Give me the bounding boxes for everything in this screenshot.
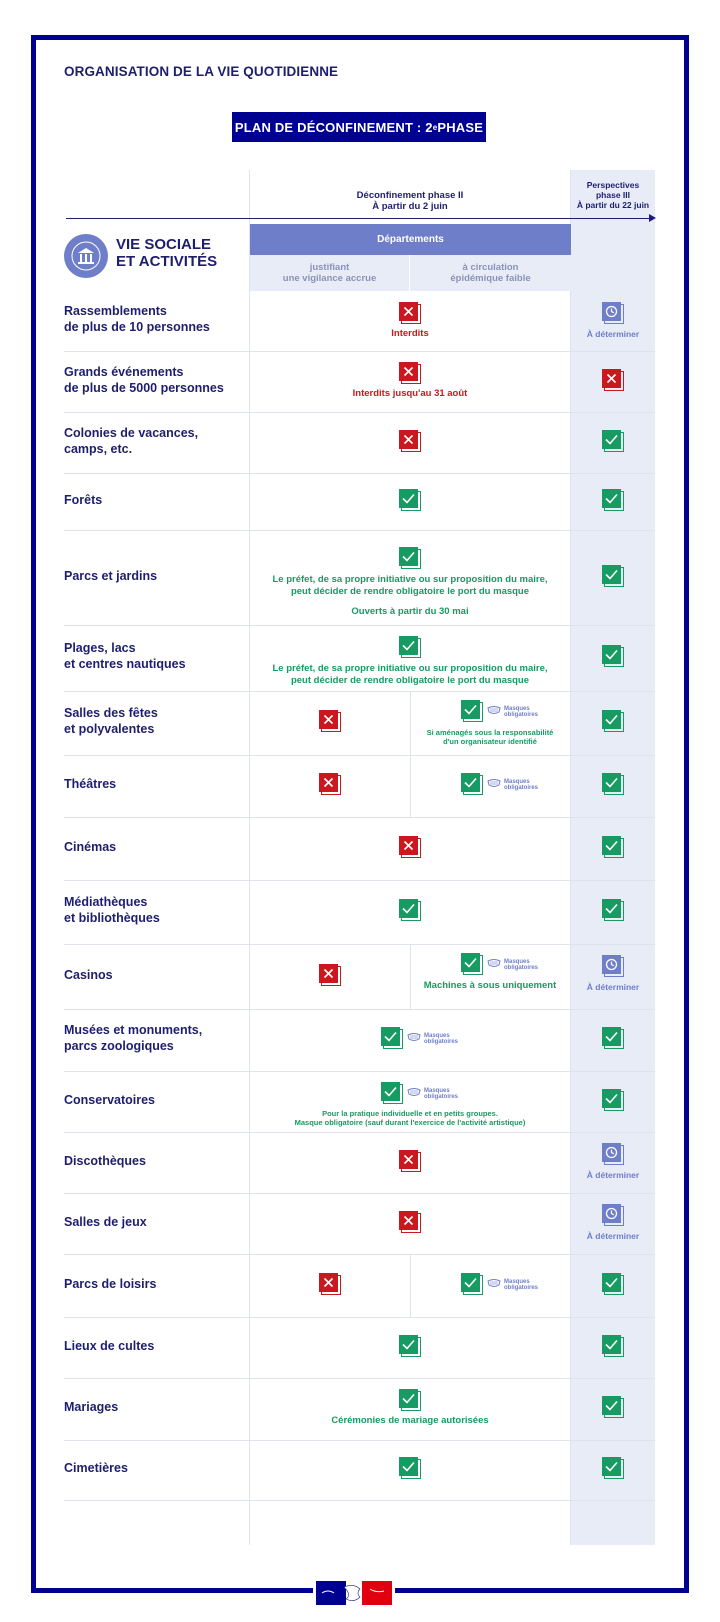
row-separator — [64, 944, 655, 945]
phase2-header-line1: Déconfinement phase II — [356, 190, 464, 201]
row-label-line1: Salles des fêtes — [64, 706, 158, 720]
mask-required-line1: Masques — [424, 1088, 450, 1094]
phase2-note-line2: peut décider de rendre obligatoire le port du masque — [290, 675, 530, 686]
mask-required-badge — [406, 1085, 458, 1103]
building-icon — [64, 234, 108, 278]
green-zone-note-line2: d'un organisateur identifié — [443, 737, 537, 746]
subcolumn-vigilance — [250, 255, 409, 291]
zone-divider — [410, 755, 411, 817]
check-icon — [601, 1088, 625, 1112]
mask-required-line1: Masques — [504, 959, 530, 965]
clock-icon — [601, 301, 625, 325]
mask-required-label — [424, 1088, 458, 1100]
mask-icon — [486, 703, 502, 721]
row-label-line2: et polyvalentes — [64, 722, 155, 736]
page-title: ORGANISATION DE LA VIE QUOTIDIENNE — [64, 64, 339, 79]
row-label — [64, 1022, 244, 1054]
check-icon — [601, 1395, 625, 1419]
mask-required-label — [424, 1033, 458, 1045]
zone-divider — [410, 1254, 411, 1317]
row-separator — [64, 1193, 655, 1194]
row-label-line1: Parcs et jardins — [64, 568, 158, 583]
row-separator — [64, 1254, 655, 1255]
phase2-note-line2: peut décider de rendre obligatoire le port du masque — [290, 586, 530, 597]
row-label — [64, 1214, 244, 1230]
section-title — [116, 236, 217, 270]
republique-logo — [313, 1578, 395, 1608]
mask-required-line1: Masques — [504, 779, 530, 785]
check-icon — [601, 709, 625, 733]
row-label-line1: Plages, lacs — [64, 641, 136, 655]
row-label — [64, 705, 244, 737]
row-label-line1: Mariages — [64, 1400, 119, 1414]
phase-banner — [232, 112, 486, 142]
cross-icon — [398, 1149, 422, 1173]
row-label-line1: Cimetières — [64, 1461, 128, 1475]
check-icon — [601, 1026, 625, 1050]
clock-icon — [601, 1203, 625, 1227]
phase-banner-suffix: PHASE — [437, 119, 484, 135]
row-separator — [64, 1071, 655, 1072]
row-label — [64, 1276, 244, 1292]
row-separator — [64, 755, 655, 756]
check-icon — [398, 488, 422, 512]
row-label — [64, 1399, 244, 1415]
check-icon — [601, 835, 625, 859]
timeline-arrow-icon — [649, 214, 656, 222]
phase2-header-line2: À partir du 2 juin — [372, 201, 448, 212]
check-icon — [601, 564, 625, 588]
row-label — [64, 640, 244, 672]
row-separator — [64, 351, 655, 352]
phase-banner-text: PLAN DE DÉCONFINEMENT : 2 — [234, 119, 433, 135]
subcolumn-vigilance-line1: justifiant — [309, 262, 350, 273]
row-label-line1: Colonies de vacances, — [64, 425, 199, 440]
green-zone-note-line1: Si aménagés sous la responsabilité — [426, 728, 554, 737]
mask-icon — [406, 1085, 422, 1103]
row-separator — [64, 412, 655, 413]
check-icon — [398, 1388, 422, 1412]
mask-required-line1: Masques — [424, 1033, 450, 1039]
cross-icon — [398, 1210, 422, 1234]
subcolumn-faible-line1: à circulation — [462, 262, 519, 273]
row-label-line2: et bibliothèques — [64, 911, 160, 925]
row-separator — [64, 473, 655, 474]
row-label-line1: Musées et monuments, — [64, 1023, 203, 1037]
row-separator — [64, 1378, 655, 1379]
check-icon — [398, 546, 422, 570]
check-icon — [601, 1272, 625, 1296]
row-label — [64, 1460, 244, 1476]
mask-required-line2: obligatoires — [504, 712, 539, 718]
phase2-note: Interdits — [391, 328, 429, 339]
row-separator — [64, 1009, 655, 1010]
mask-required-line2: obligatoires — [424, 1039, 459, 1045]
row-label — [64, 776, 244, 792]
check-icon — [460, 699, 484, 723]
row-label-line2: et centres nautiques — [64, 657, 186, 671]
row-separator — [64, 1317, 655, 1318]
check-icon — [380, 1081, 404, 1105]
mask-required-label — [504, 959, 538, 971]
check-icon — [601, 772, 625, 796]
mask-icon — [486, 1276, 502, 1294]
phase2-note-line2: Masque obligatoire (sauf durant l'exercice de l'activité artistique) — [294, 1118, 526, 1127]
zone-divider — [410, 944, 411, 1009]
phase2-note: Interdits jusqu'au 31 août — [352, 388, 468, 399]
row-separator — [64, 530, 655, 531]
mask-required-badge — [486, 703, 538, 721]
mask-required-line2: obligatoires — [424, 1094, 459, 1100]
mask-required-line2: obligatoires — [504, 1284, 539, 1291]
cross-icon — [398, 429, 422, 453]
mask-required-label — [504, 1279, 538, 1291]
check-icon — [601, 1456, 625, 1480]
check-icon — [601, 488, 625, 512]
cross-icon — [398, 361, 422, 385]
row-separator — [64, 625, 655, 626]
check-icon — [398, 1456, 422, 1480]
mask-required-badge — [486, 1276, 538, 1294]
row-separator — [64, 1500, 655, 1501]
row-label-line1: Conservatoires — [64, 1092, 156, 1107]
row-label — [64, 364, 244, 396]
mask-required-label — [504, 706, 538, 718]
row-label-line1: Grands événements — [64, 364, 184, 379]
row-label — [64, 1092, 244, 1108]
row-label-line1: Médiathèques — [64, 895, 148, 909]
departements-banner: Départements — [250, 224, 571, 255]
phase2-header — [250, 190, 570, 212]
cross-icon — [318, 1272, 342, 1296]
cross-icon — [398, 301, 422, 325]
mask-required-line1: Masques — [504, 706, 530, 712]
check-icon — [460, 1272, 484, 1296]
cross-icon — [318, 772, 342, 796]
row-label — [64, 568, 244, 584]
row-label-line2: de plus de 5000 personnes — [64, 380, 224, 395]
row-label-line1: Salles de jeux — [64, 1214, 147, 1229]
row-separator — [64, 817, 655, 818]
row-label — [64, 894, 244, 926]
check-icon — [601, 644, 625, 668]
row-label-line2: parcs zoologiques — [64, 1039, 174, 1053]
subcolumn-faible — [410, 255, 571, 291]
row-label-line1: Cinémas — [64, 839, 117, 854]
row-label-line1: Lieux de cultes — [64, 1338, 155, 1353]
row-label — [64, 1153, 244, 1169]
a-determiner-label: À déterminer — [586, 1231, 640, 1241]
row-label — [64, 492, 244, 508]
mask-required-label — [504, 779, 538, 791]
phase3-header-line1: Perspectives — [586, 180, 640, 190]
row-label — [64, 1338, 244, 1354]
mask-icon — [486, 956, 502, 974]
subcolumn-faible-line2: épidémique faible — [450, 273, 531, 284]
phase2-note: Cérémonies de mariage autorisées — [331, 1415, 489, 1426]
check-icon — [398, 898, 422, 922]
check-icon — [460, 772, 484, 796]
phase3-header-line2: phase III — [595, 190, 630, 200]
row-label — [64, 967, 244, 983]
section-title-line2: ET ACTIVITÉS — [116, 253, 218, 270]
row-label — [64, 425, 244, 457]
mask-icon — [406, 1030, 422, 1048]
check-icon — [398, 1334, 422, 1358]
row-separator — [64, 880, 655, 881]
mask-required-badge — [486, 956, 538, 974]
cross-icon — [601, 368, 625, 392]
subcolumn-vigilance-line2: une vigilance accrue — [282, 273, 377, 284]
cross-icon — [318, 709, 342, 733]
row-label — [64, 303, 244, 335]
check-icon — [398, 635, 422, 659]
column-divider — [249, 170, 250, 1545]
row-label-line1: Parcs de loisirs — [64, 1276, 157, 1291]
phase3-header — [571, 180, 655, 210]
mask-required-line2: obligatoires — [504, 965, 539, 971]
clock-icon — [601, 1142, 625, 1166]
mask-icon — [486, 776, 502, 794]
column-divider — [570, 170, 571, 1545]
section-title-line1: VIE SOCIALE — [116, 236, 212, 253]
check-icon — [601, 429, 625, 453]
phase2-note-line1: Le préfet, de sa propre initiative ou sur proposition du maire, — [272, 574, 548, 585]
clock-icon — [601, 954, 625, 978]
check-icon — [460, 952, 484, 976]
row-label-line2: camps, etc. — [64, 441, 133, 456]
row-separator — [64, 1132, 655, 1133]
row-label-line1: Rassemblements — [64, 304, 167, 318]
row-separator — [64, 691, 655, 692]
phase3-header-line3: À partir du 22 juin — [576, 200, 650, 210]
row-separator — [64, 1440, 655, 1441]
row-label-line1: Théâtres — [64, 777, 117, 791]
row-label-line1: Casinos — [64, 967, 113, 982]
a-determiner-label: À déterminer — [586, 1170, 640, 1180]
a-determiner-label: À déterminer — [586, 982, 640, 992]
row-label — [64, 839, 244, 855]
check-icon — [601, 1334, 625, 1358]
phase2-note-secondary: Ouverts à partir du 30 mai — [351, 606, 469, 617]
a-determiner-label: À déterminer — [586, 329, 640, 339]
row-label-line2: de plus de 10 personnes — [64, 320, 210, 334]
mask-required-line1: Masques — [504, 1278, 530, 1285]
cross-icon — [318, 963, 342, 987]
row-label-line1: Discothèques — [64, 1153, 146, 1168]
phase2-note-line1: Pour la pratique individuelle et en petits groupes. — [322, 1109, 498, 1118]
phase2-note-line1: Le préfet, de sa propre initiative ou sur proposition du maire, — [272, 663, 548, 674]
mask-required-badge — [486, 776, 538, 794]
check-icon — [380, 1026, 404, 1050]
mask-required-badge — [406, 1030, 458, 1048]
green-zone-note: Machines à sous uniquement — [423, 980, 557, 991]
phase-banner-sup: e — [432, 122, 438, 132]
row-label-line1: Forêts — [64, 492, 103, 507]
timeline-axis — [66, 218, 652, 219]
cross-icon — [398, 835, 422, 859]
check-icon — [601, 898, 625, 922]
mask-required-line2: obligatoires — [504, 785, 539, 791]
